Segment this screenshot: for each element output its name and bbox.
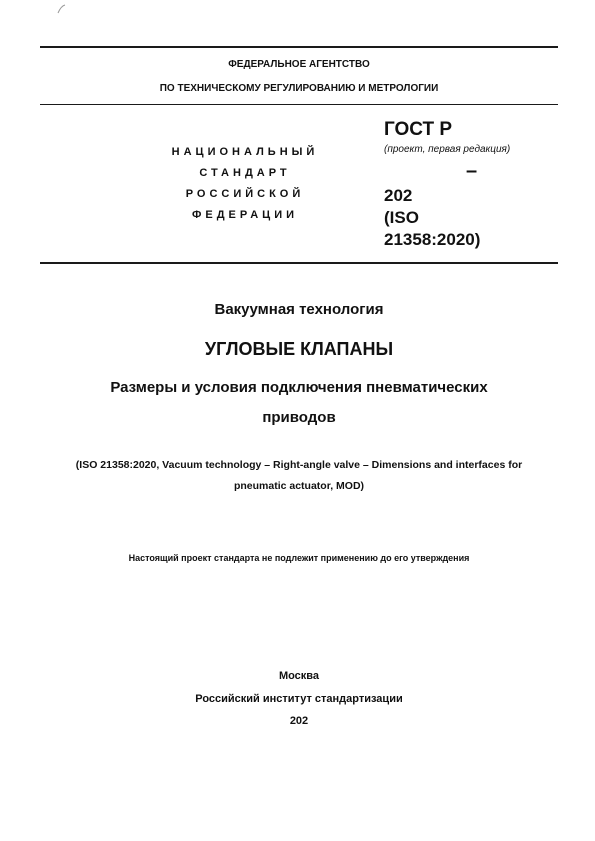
agency-rule bbox=[40, 104, 558, 105]
institute-name: Российский институт стандартизации bbox=[195, 693, 403, 705]
subtitle-line1: Размеры и условия подключения пневматических bbox=[110, 379, 488, 396]
standard-number-year: 202 bbox=[384, 186, 413, 205]
subject-title: Вакуумная технология bbox=[214, 301, 384, 318]
agency-name-line2: ПО ТЕХНИЧЕСКОМУ РЕГУЛИРОВАНИЮ И МЕТРОЛОГИИ bbox=[159, 83, 439, 94]
pencil-mark bbox=[56, 3, 70, 15]
national-word: НАЦИОНАЛЬНЫЙ bbox=[171, 146, 319, 158]
draft-disclaimer: Настоящий проект стандарта не подлежит применению до его утверждения bbox=[128, 553, 470, 563]
standard-number-iso-code: 21358:2020) bbox=[384, 230, 481, 249]
top-rule bbox=[40, 46, 558, 48]
standard-number-iso: (ISO bbox=[384, 208, 419, 227]
national-standard-label bbox=[130, 142, 360, 226]
agency-name-line1: ФЕДЕРАЛЬНОЕ АГЕНТСТВО bbox=[228, 59, 370, 70]
draft-note: (проект, первая редакция) bbox=[384, 144, 511, 155]
bottom-rule bbox=[40, 262, 558, 264]
city: Москва bbox=[278, 670, 320, 682]
subtitle bbox=[20, 373, 578, 433]
russian-word: РОССИЙСКОЙ bbox=[185, 188, 305, 200]
iso-reference-line1: (ISO 21358:2020, Vacuum technology – Right-angle valve – Dimensions and interfaces for bbox=[75, 459, 523, 471]
gost-designation: ГОСТ Р bbox=[384, 119, 453, 140]
iso-reference-line2: pneumatic actuator, MOD) bbox=[233, 480, 365, 492]
federation-word: ФЕДЕРАЦИИ bbox=[191, 209, 299, 221]
subtitle-line2: приводов bbox=[262, 409, 336, 426]
publication-year: 202 bbox=[289, 715, 309, 727]
number-dash: – bbox=[466, 160, 478, 182]
standard-word: СТАНДАРТ bbox=[199, 167, 291, 179]
main-title: УГЛОВЫЕ КЛАПАНЫ bbox=[204, 339, 394, 359]
iso-reference bbox=[30, 455, 568, 497]
